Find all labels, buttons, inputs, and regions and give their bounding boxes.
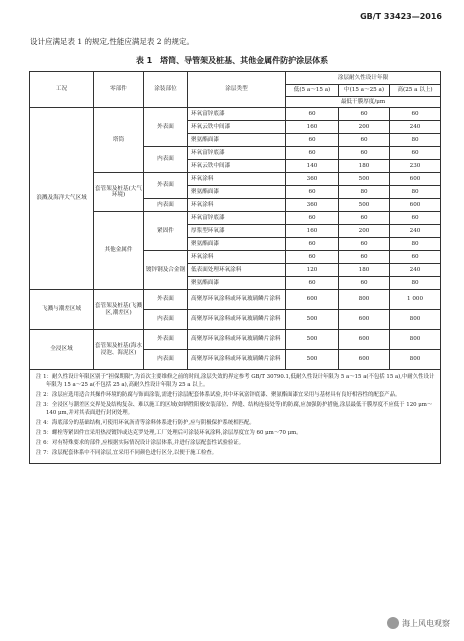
dft-cell: 600 <box>339 310 390 330</box>
col-life-low: 低(5 a～15 a) <box>286 85 339 97</box>
coating-cell: 环氧富锌底漆 <box>188 147 286 160</box>
dft-cell: 60 <box>390 212 441 225</box>
col-position: 涂装部位 <box>144 72 188 108</box>
note-item: 注 6：对有特殊要求的部件,应根据实际情况设计涂层体系,并进行涂层配套性试验验证。 <box>36 439 245 446</box>
position-label: 紧固件 <box>144 212 188 251</box>
part-label: 塔筒 <box>94 108 144 173</box>
dft-cell: 500 <box>339 199 390 212</box>
coating-cell: 环氧富锌底漆 <box>188 212 286 225</box>
dft-cell: 60 <box>286 277 339 290</box>
dft-cell: 800 <box>390 350 441 370</box>
dft-cell: 200 <box>339 225 390 238</box>
dft-cell: 60 <box>286 186 339 199</box>
position-label: 外表面 <box>144 108 188 147</box>
dft-cell: 600 <box>339 330 390 350</box>
dft-cell: 80 <box>390 277 441 290</box>
dft-cell: 500 <box>286 350 339 370</box>
part-label: 其他金属件 <box>94 212 144 290</box>
part-label: 套管架及桩基(海水浸泡、海泥区) <box>94 330 144 370</box>
dft-cell: 60 <box>286 238 339 251</box>
dft-cell: 60 <box>339 212 390 225</box>
dft-cell: 60 <box>286 134 339 147</box>
intro-text: 设计应满足表 1 的规定,性能应满足表 2 的规定。 <box>30 37 194 46</box>
table-notes <box>30 370 441 464</box>
coating-cell: 高聚厚环氧涂料或环氧玻璃鳞片涂料 <box>188 290 286 310</box>
dft-cell: 600 <box>339 350 390 370</box>
coating-cell: 聚氨酯面漆 <box>188 186 286 199</box>
col-coating: 涂层类型 <box>188 72 286 108</box>
dft-cell: 360 <box>286 199 339 212</box>
dft-cell: 60 <box>339 108 390 121</box>
dft-cell: 800 <box>390 310 441 330</box>
dft-cell: 60 <box>339 277 390 290</box>
position-label: 外表面 <box>144 173 188 199</box>
dft-cell: 80 <box>390 238 441 251</box>
dft-cell: 200 <box>339 121 390 134</box>
dft-cell: 80 <box>390 186 441 199</box>
dft-cell: 80 <box>339 186 390 199</box>
coating-cell: 环氧富锌底漆 <box>188 108 286 121</box>
position-label: 外表面 <box>144 330 188 350</box>
col-part: 零部件 <box>94 72 144 108</box>
coating-cell: 低表面处理环氧涂料 <box>188 264 286 277</box>
standard-number: GB/T 33423—2016 <box>360 12 442 21</box>
dft-cell: 60 <box>339 147 390 160</box>
position-label: 内表面 <box>144 310 188 330</box>
watermark-text: 海上风电观察 <box>402 618 450 628</box>
col-life-high: 高(25 a 以上) <box>390 85 441 97</box>
dft-cell: 60 <box>286 251 339 264</box>
coating-cell: 聚氨酯面漆 <box>188 277 286 290</box>
dft-cell: 600 <box>390 173 441 186</box>
zone-label: 全浸区域 <box>30 330 94 370</box>
dft-cell: 500 <box>286 310 339 330</box>
zone-label: 浪溅及海洋大气区域 <box>30 108 94 290</box>
part-label: 套管架及桩基(飞溅区,潮差区) <box>94 290 144 330</box>
dft-cell: 60 <box>286 147 339 160</box>
dft-cell: 160 <box>286 121 339 134</box>
coating-cell: 环氧云铁中间漆 <box>188 160 286 173</box>
dft-cell: 500 <box>286 330 339 350</box>
note-item: 注 5：螺栓等紧固件宜采用热浸镀锌或达克罗处理,工厂处理后可涂装环氧涂料,涂层厚度宜为 60 μm～70 μm。 <box>36 429 302 436</box>
coating-cell: 高聚厚环氧涂料或环氧玻璃鳞片涂料 <box>188 310 286 330</box>
col-life-mid: 中(15 a～25 a) <box>339 85 390 97</box>
dft-cell: 180 <box>339 160 390 173</box>
dft-cell: 360 <box>286 173 339 186</box>
dft-cell: 230 <box>390 160 441 173</box>
position-label: 内表面 <box>144 350 188 370</box>
dft-cell: 240 <box>390 121 441 134</box>
coating-table <box>29 71 441 464</box>
dft-cell: 800 <box>339 290 390 310</box>
col-dft: 最低干膜厚度/μm <box>286 97 441 108</box>
dft-cell: 160 <box>286 225 339 238</box>
dft-cell: 60 <box>339 134 390 147</box>
col-life-group: 涂层耐久性设计年限 <box>286 72 441 85</box>
coating-cell: 环氧涂料 <box>188 251 286 264</box>
coating-cell: 聚氨酯面漆 <box>188 134 286 147</box>
dft-cell: 60 <box>339 251 390 264</box>
dft-cell: 180 <box>339 264 390 277</box>
position-label: 镀锌钢及合金钢 <box>144 251 188 290</box>
dft-cell: 600 <box>286 290 339 310</box>
dft-cell: 60 <box>390 251 441 264</box>
dft-cell: 240 <box>390 264 441 277</box>
dft-cell: 120 <box>286 264 339 277</box>
dft-cell: 60 <box>286 108 339 121</box>
watermark <box>387 617 450 629</box>
dft-cell: 800 <box>390 330 441 350</box>
dft-cell: 60 <box>339 238 390 251</box>
coating-cell: 高聚厚环氧涂料或环氧玻璃鳞片涂料 <box>188 330 286 350</box>
note-item: 注 4：海底部分的基础结构,可使用环氧沥青等涂料体系进行防护,应与阴极保护系统相匹配。 <box>36 419 255 426</box>
coating-cell: 环氧涂料 <box>188 173 286 186</box>
zone-label: 飞溅与潮差区域 <box>30 290 94 330</box>
coating-cell: 聚氨酯面漆 <box>188 238 286 251</box>
coating-cell: 高聚厚环氧涂料或环氧玻璃鳞片涂料 <box>188 350 286 370</box>
note-item: 注 2：涂层应选用适合其操作环境的防腐与饰面涂装,需进行涂层配套体系试验,其中环氧富锌底漆、聚氨酯面漆宜采用与基材具有良好相容性的配套产品。 <box>36 391 401 398</box>
dft-cell: 140 <box>286 160 339 173</box>
dft-cell: 80 <box>390 134 441 147</box>
note-item: 注 7：涂层配套体系中不同涂层,宜采用不同颜色进行区分,以便于施工检查。 <box>36 449 218 456</box>
table-caption: 表 1 塔筒、导管架及桩基、其他金属件防护涂层体系 <box>135 56 329 65</box>
dft-cell: 60 <box>390 108 441 121</box>
wechat-icon <box>387 617 399 629</box>
part-label: 套管架及桩基(大气环境) <box>94 173 144 212</box>
dft-cell: 60 <box>286 212 339 225</box>
position-label: 内表面 <box>144 199 188 212</box>
dft-cell: 60 <box>390 147 441 160</box>
note-item: 注 1：耐久性设计年限区别于“担保期限”,为首次主要维修之前的时间,涂层失效的界定参考 GB/T 30790.1,低耐久性设计年限为 5 a～15 a(不包括 15 a),中耐久性设计年限为 15 a～25 a(不包括 25 a),高耐久性设计年限为 25 a 以上。 <box>36 374 435 388</box>
col-zone: 工况 <box>30 72 94 108</box>
dft-cell: 240 <box>390 225 441 238</box>
dft-cell: 500 <box>339 173 390 186</box>
dft-cell: 1 000 <box>390 290 441 310</box>
note-item: 注 3：全浸区与潮差区交界处及结构复杂、难以施工的区域(如牺牲阳极安装部位、焊缝、结构连接处等)的防腐,应加强防护措施,涂层最低干膜厚度不应低于 120 μm～140 μm,并对其表面进行封闭处理。 <box>36 401 433 416</box>
coating-cell: 厚浆型环氧漆 <box>188 225 286 238</box>
coating-cell: 环氧涂料 <box>188 199 286 212</box>
position-label: 内表面 <box>144 147 188 173</box>
dft-cell: 600 <box>390 199 441 212</box>
coating-cell: 环氧云铁中间漆 <box>188 121 286 134</box>
position-label: 外表面 <box>144 290 188 310</box>
